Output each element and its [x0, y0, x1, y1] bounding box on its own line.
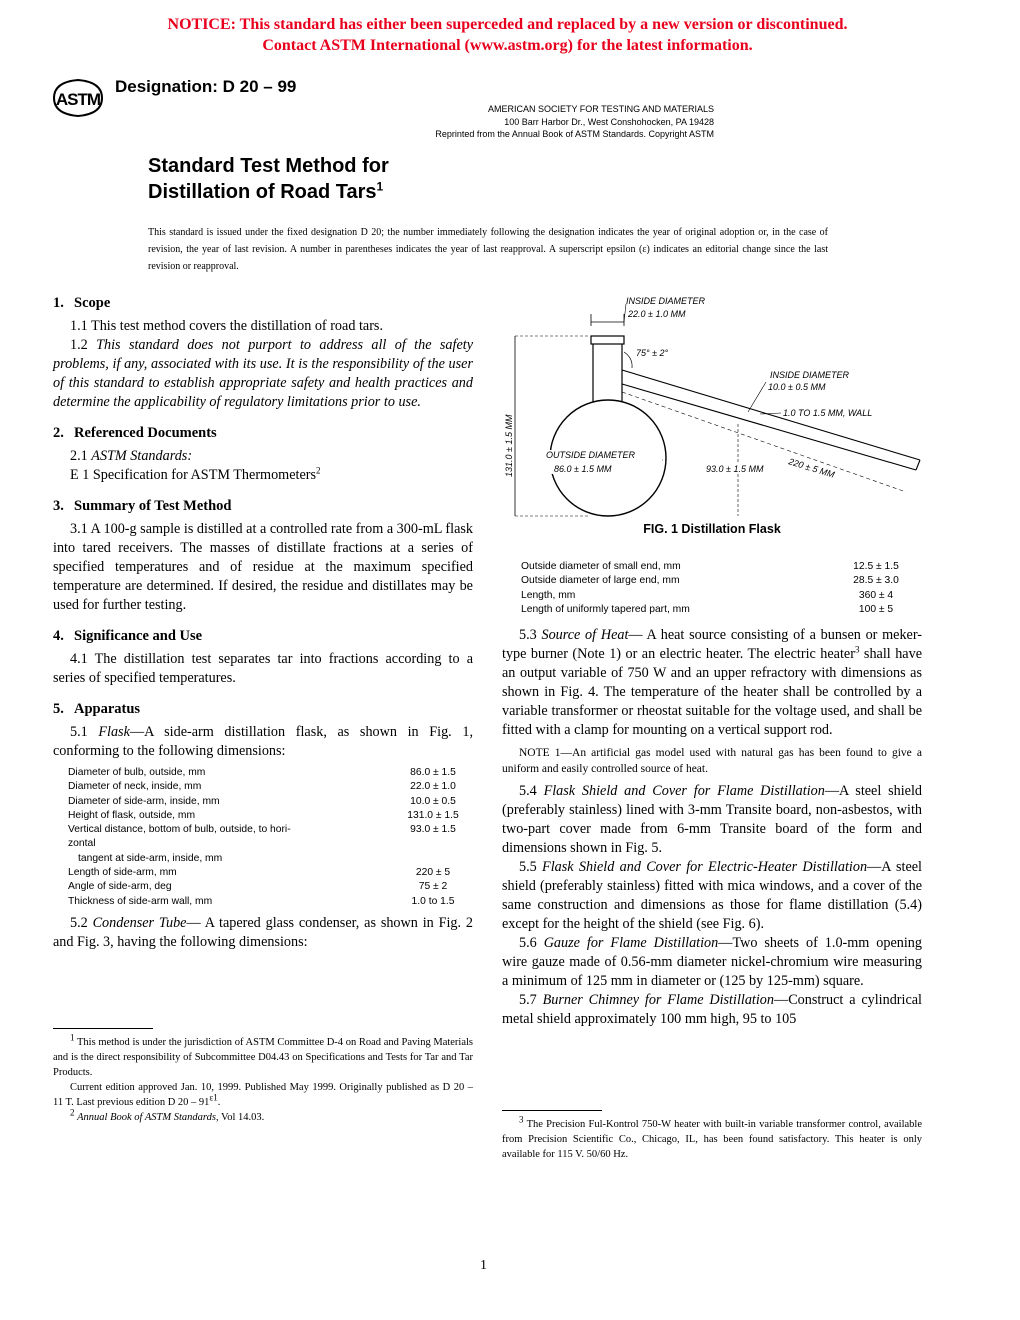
section-heading: 3. Summary of Test Method — [53, 498, 232, 514]
dimension-label: Angle of side-arm, deg — [68, 881, 172, 893]
paragraph-3-1: 3.1 A 100-g sample is distilled at a controlled rate from a 300-mL flask into tared receivers. The masses of distillate fractions at a series of specified temperatures and of residue at the maximum specified temperature are determined. If desired, the residue and distillates may be used for further testing. — [53, 521, 473, 613]
section-scope — [53, 294, 473, 412]
dimension-row — [68, 837, 473, 851]
dimension-value: 100 ± 5 — [858, 603, 894, 615]
bulb-diameter-label: OUTSIDE DIAMETER — [546, 450, 636, 460]
paragraph-5-3: 5.3 Source of Heat— A heat source consisting of a bunsen or meker-type burner (Note 1) or an electric heater. The electric heater$^3$ shall have an output variable of 750 W and an upper refractory with dimensions as shown in Fig. 4. The temperature of the heater shall be controlled by a variable transformer or rheostat suitable for the voltage used, and shall be fitted with a clamp for mounting on a vertical support rod. — [502, 627, 923, 738]
flask-neck-lip — [591, 336, 624, 344]
logo-text: ASTM — [55, 90, 101, 109]
dimension-value — [393, 837, 473, 851]
dimension-row — [68, 809, 473, 823]
footnotes-right — [502, 1110, 922, 1162]
section-heading: 1. Scope — [53, 295, 111, 311]
dimension-value: 86.0 ± 1.5 — [410, 767, 456, 778]
page-number: 1 — [480, 1258, 487, 1273]
distillation-flask-figure — [498, 292, 923, 520]
footnote-divider — [53, 1028, 153, 1029]
arm-length-value: 220 ± 5 MM — [787, 456, 836, 480]
paragraph-5-7: 5.7 Burner Chimney for Flame Distillation—Construct a cylindrical metal shield approximately 100 mm high, 95 to 105 — [502, 992, 922, 1027]
dimension-value — [393, 852, 473, 866]
paragraph-5-6: 5.6 Gauze for Flame Distillation—Two sheets of 1.0-mm opening wire gauze made of 0.56-mm diameter nickel-chromium wire measuring a minimum of 125 mm in diameter or (125 by 125-mm) square. — [502, 935, 922, 989]
dimension-value: 12.5 ± 1.5 — [853, 561, 899, 572]
section-heading: 2. Referenced Documents — [53, 425, 217, 441]
dimension-label: Diameter of neck, inside, mm — [68, 781, 202, 793]
left-column — [53, 294, 473, 964]
footnotes-left — [53, 1028, 473, 1125]
footnote-1: $^1$ This method is under the jurisdiction of ASTM Committee D-4 on Road and Paving Materials and is the direct responsibility of Subcommittee D04.43 on Specifications and Tests for Tar and Tar Products. — [53, 1032, 474, 1078]
dimension-row — [68, 852, 473, 866]
dimension-label: Outside diameter of large end, mm — [521, 575, 680, 587]
condenser-dimensions-table — [521, 560, 911, 617]
paragraph-5-4: 5.4 Flask Shield and Cover for Flame Distillation—A steel shield (preferably stainless) lined with 3-mm Transite board, non-asbestos, with two-part cover made from 6-mm Transite board of the form and dimensions shown in Fig. 5. — [502, 783, 922, 856]
dimension-label: Diameter of bulb, outside, mm — [68, 767, 206, 778]
section-apparatus — [53, 700, 473, 952]
neck-label: INSIDE DIAMETER — [626, 296, 706, 306]
dimension-value: 93.0 ± 1.5 — [410, 824, 456, 836]
title-line-2: Distillation of Road Tars — [148, 181, 377, 203]
dimension-row — [68, 866, 473, 880]
dimension-row — [521, 560, 911, 574]
paragraph-5-5: 5.5 Flask Shield and Cover for Electric-Heater Distillation—A steel shield (preferably stainless) fitted with mica windows, and a cover of the same construction and dimensions as those for flame distillation (5.4) except for the height of the shield (see Fig. 6). — [502, 859, 923, 932]
notice-banner — [0, 14, 1015, 56]
section-heading: 4. Significance and Use — [53, 628, 203, 644]
footnote-2: $^2$ Annual Book of ASTM Standards, Vol 14.03. — [70, 1107, 265, 1123]
wall-label: 1.0 TO 1.5 MM, WALL — [783, 408, 873, 418]
notice-line-1: NOTICE: This standard has either been superceded and replaced by a new version or discontinued. — [167, 16, 848, 33]
figure-caption: FIG. 1 Distillation Flask — [643, 522, 781, 536]
dimension-row — [68, 880, 473, 894]
arm-diameter-label: INSIDE DIAMETER — [770, 370, 850, 380]
issued-statement: This standard is issued under the fixed designation D 20; the number immediately following the designation indicates the year of original adoption or, in the case of revision, the year of last revision. A number in parentheses indicates the year of last reapproval. A superscript epsilon (ε) indicates an editorial change since the last revision or reapproval. — [148, 227, 828, 272]
dimension-label: Length of uniformly tapered part, mm — [521, 603, 690, 615]
section-heading: 5. Apparatus — [53, 701, 141, 717]
designation: Designation: D 20 – 99 — [115, 77, 297, 96]
reference-e1: E 1 Specification for ASTM Thermometers$^2$ — [70, 465, 321, 483]
dimension-row — [68, 895, 473, 909]
footnote-1-edition: Current edition approved Jan. 10, 1999. Published May 1999. Originally published as D 20 – 11 T. Last previous edition D $20 - 91^{\varepsilon 1}$. — [53, 1082, 473, 1108]
org-name: AMERICAN SOCIETY FOR TESTING AND MATERIALS — [487, 104, 714, 114]
paragraph-5-1: 5.1 Flask—A side-arm distillation flask, as shown in Fig. 1, conforming to the following dimensions: — [53, 724, 473, 759]
dimension-row — [68, 766, 473, 780]
bulb-diameter-value: 86.0 ± 1.5 MM — [554, 464, 612, 474]
section-summary — [53, 497, 473, 615]
dimension-value: 22.0 ± 1.0 — [410, 781, 456, 793]
org-address: 100 Barr Harbor Dr., West Conshohocken, PA 19428 — [504, 116, 714, 127]
height-label: 131.0 ± 1.5 MM — [504, 414, 514, 477]
dimension-label: Diameter of side-arm, inside, mm — [68, 795, 220, 807]
dimension-value: 1.0 to 1.5 — [411, 895, 455, 907]
right-column — [502, 626, 922, 1029]
dimension-row — [68, 823, 473, 837]
dimension-label: Outside diameter of small end, mm — [521, 561, 681, 572]
dimension-row — [521, 589, 911, 603]
dimension-label: Height of flask, outside, mm — [68, 809, 196, 821]
section-significance — [53, 627, 473, 688]
section-referenced-documents — [53, 424, 473, 485]
notice-line-2: Contact ASTM International (www.astm.org) for the latest information. — [262, 37, 753, 54]
reprint-notice: Reprinted from the Annual Book of ASTM Standards. Copyright ASTM — [435, 129, 714, 139]
dimension-label: tangent at side-arm, inside, mm — [78, 852, 223, 864]
paragraph-4-1: 4.1 The distillation test separates tar into fractions according to a series of specified temperatures. — [53, 651, 473, 686]
title-footnote-ref: 1 — [376, 179, 384, 194]
dimension-value: 75 ± 2 — [418, 881, 448, 893]
dimension-row — [68, 795, 473, 809]
footnote-3: $^3$ The Precision Ful-Kontrol 750-W heater with built-in variable transformer control, available from Precision Scientific Co., Chicago, IL, has been found satisfactory. This heater is only available for 115 V. 50/60 Hz. — [502, 1114, 922, 1160]
angle-label: 75° ± 2° — [636, 348, 669, 358]
title-line-1: Standard Test Method for — [148, 155, 389, 177]
vertical-value: 93.0 ± 1.5 MM — [706, 464, 764, 474]
paragraph-1-2: 1.2 This standard does not purport to address all of the safety problems, if any, associated with its use. It is the responsibility of the user of this standard to establish appropriate safety and health practices and determine the applicability of regulatory limitations prior to use. — [53, 337, 473, 410]
note-1: NOTE 1—An artificial gas model used with natural gas has been found to give a uniform and easily controlled source of heat. — [502, 747, 922, 775]
org-info — [300, 103, 714, 141]
dimension-value: 131.0 ± 1.5 — [407, 809, 459, 821]
dimension-row — [68, 780, 473, 794]
dimension-label: Thickness of side-arm wall, mm — [68, 895, 213, 907]
arm-diameter-value: 10.0 ± 0.5 MM — [768, 382, 826, 392]
dimension-label: zontal — [68, 838, 96, 850]
paragraph-1-1: 1.1 This test method covers the distillation of road tars. — [70, 318, 383, 334]
paragraph-5-2: 5.2 Condenser Tube— A tapered glass condenser, as shown in Fig. 2 and Fig. 3, having the following dimensions: — [53, 914, 473, 950]
dimension-label: Length of side-arm, mm — [68, 867, 177, 879]
arm-length-line — [622, 392, 906, 492]
document-title — [148, 153, 389, 205]
dimension-label: Vertical distance, bottom of bulb, outside, to hori- — [68, 824, 291, 836]
flask-dimensions-table — [68, 766, 473, 909]
footnote-divider — [502, 1110, 602, 1111]
neck-value: 22.0 ± 1.0 MM — [628, 309, 686, 319]
dimension-label: Length, mm — [521, 589, 576, 601]
dimension-row — [521, 574, 911, 588]
dimension-value: 220 ± 5 — [415, 867, 451, 879]
dimension-value: 360 ± 4 — [858, 589, 894, 601]
astm-logo — [52, 76, 104, 120]
dimension-value: 28.5 ± 3.0 — [853, 575, 899, 587]
dimension-row — [521, 603, 911, 617]
dimension-value: 10.0 ± 0.5 — [410, 795, 456, 807]
paragraph-2-1: 2.1 ASTM Standards: — [70, 448, 193, 464]
